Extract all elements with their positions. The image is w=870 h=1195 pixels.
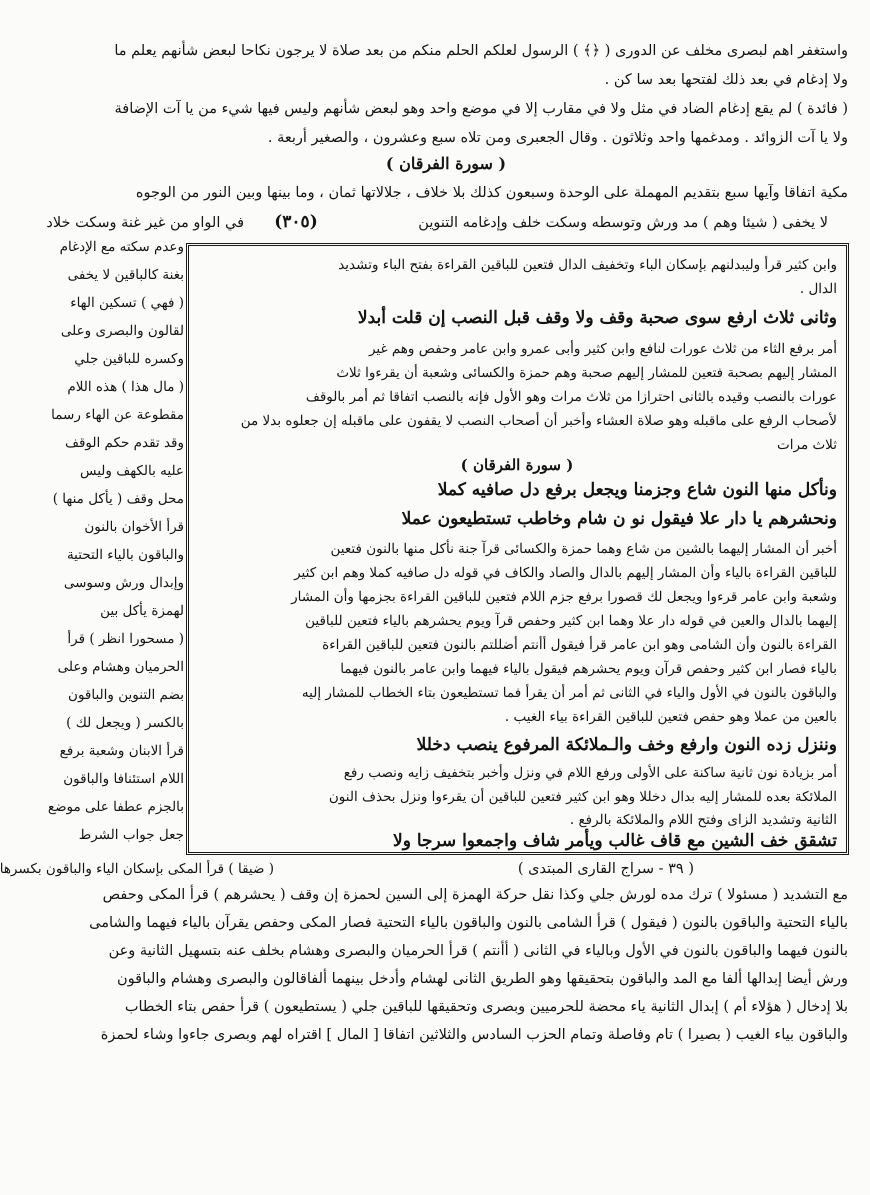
margin-line: وإبدال ورش وسوسى bbox=[63, 575, 184, 591]
text-line: بالياء التحتية والباقون بالنون ( فيقول ) قرأ الشامى بالنون والباقون بالياء التحتية فصار المكى وحفص يقرآن بالياء فيهما والشامى bbox=[89, 915, 848, 931]
box-line: الملائكة بعده للمشار إليه بدال دخللا وهو ابن كثير فتعين للباقين أن يقرءوا ونزل بحذف النون bbox=[328, 789, 837, 805]
margin-line: جعل جواب الشرط bbox=[78, 827, 184, 843]
text-line: بلا إدخال ( هؤلاء أم ) إبدال الثانية ياء محضة للحرميين وبصرى وتحقيقها للباقين جلي ( يستطيعون ) قرأ حفص بتاء الخطاب bbox=[124, 999, 848, 1015]
text-line: واستغفر اهم لبصرى مخلف عن الدورى ( ﴿﴾ ) الرسول لعلكم الحلم منكم من بعد صلاة لا يرجون نكاحا لبعض شأنهم يعلم ما bbox=[114, 43, 848, 59]
page-number: (٣٠٥) bbox=[274, 212, 318, 232]
margin-line: والباقون بالياء التحتية bbox=[66, 547, 184, 563]
text-line: ( فائدة ) لم يقع إدغام الضاد في مثل ولا في مقارب إلا في موضع واحد وهو لبعض شأنهم وليس فيها شيء من يا آت الإضافة bbox=[114, 101, 848, 117]
box-line: والباقون بالنون في الأول والياء في الثانى ثم أمر أن يقرأ فما تستطيعون بتاء الخطاب للمشار إليه bbox=[301, 685, 837, 701]
box-line: المشار إليهم بصحبة فتعين للمشار إليهم صحبة وهم حمزة والكسائى وشعبة أن يقرءوا ثلاث bbox=[336, 365, 837, 381]
surah-heading: ( سورة الفرقان ) bbox=[385, 154, 507, 173]
margin-line: بضم التنوين والباقون bbox=[68, 687, 184, 703]
poem-verse: ونأكل منها النون شاع وجزمنا ويجعل برفع دل صافيه كملا bbox=[437, 480, 837, 500]
margin-line: وكسره للباقين جلي bbox=[74, 351, 184, 367]
box-line: بالياء فصار ابن كثير وحفص قرآن ويوم يحشرهم فيقول بالياء فيهما وابن عامر بالنون فيهما bbox=[340, 661, 837, 677]
margin-line: عليه بالكهف وليس bbox=[80, 463, 184, 479]
box-line: عورات بالنصب وقيده بالثانى احترازا من ثلاث مرات وهو الأول فإنه بالنصب اتفاقا ثم أمر بالوقف bbox=[305, 389, 837, 405]
box-line: وشعبة وابن عامر قرءوا ويجعل لك قصورا برفع جزم اللام فتعين للباقين القراءة بجزمها وأن المشار bbox=[291, 589, 837, 605]
box-line: الثانية وتشديد الزاى وفتح اللام والملائكة بالرفع . bbox=[569, 812, 837, 828]
text-line: في الواو من غير غنة وسكت خلاد bbox=[46, 215, 244, 231]
box-line: للباقين القراءة بالياء وأن المشار إليهم بالدال والصاد والكاف في قوله دل صافيه كملا وهم ابن كثير bbox=[294, 565, 837, 581]
text-line: ولا يا آت الزوائد . ومدغمها واحد وثلاثون . وقال الجعبرى ومن تلاه سبع وعشرون ، والصغير أربعة . bbox=[267, 130, 848, 146]
text-line: لا يخفى ( شيئا وهم ) مد ورش وتوسطه وسكت خلف وإدغامه التنوين bbox=[418, 215, 828, 231]
margin-line: بالجزم عطفا على موضع bbox=[47, 799, 184, 815]
box-line: الدال . bbox=[799, 281, 837, 297]
box-line: القراءة بالنون وأن الشامى وهو ابن عامر قرأ فيقول أأنتم أضللتم بالنون فتعين للباقين القراءة bbox=[322, 637, 837, 653]
margin-line: مقطوعة عن الهاء رسما bbox=[51, 407, 184, 423]
margin-line: وقد تقدم حكم الوقف bbox=[64, 435, 184, 451]
margin-line: قرأ الأخوان بالنون bbox=[84, 519, 184, 535]
text-line: والباقون بياء الغيب ( بصيرا ) تام وفاصلة وتمام الحزب السادس والثلاثين اتفاقا [ المال ] اقتراه لهم وبصرى جاءوا وشاء لحمزة bbox=[100, 1027, 848, 1043]
text-line: ( ضيقا ) قرأ المكى بإسكان الياء والباقون بكسرها bbox=[0, 861, 274, 877]
text-line: ولا إدغام في بعد ذلك لفتحها بعد سا كن . bbox=[604, 72, 848, 88]
margin-line: اللام استئنافا والباقون bbox=[63, 771, 184, 787]
text-line: مع التشديد ( مسئولا ) ترك مده لورش جلي وكذا نقل حركة الهمزة إلى السين لحمزة إن وقف ( يحشرهم ) قرأ المكى وحفص bbox=[102, 887, 848, 903]
margin-line: ( فهي ) تسكين الهاء bbox=[70, 295, 184, 311]
box-line: إليهما بالدال والعين في قوله دار علا وهما ابن كثير وحفص قرآ ويوم يحشرهم بالياء فتعين للباقين bbox=[305, 613, 837, 629]
surah-heading: ( سورة الفرقان ) bbox=[460, 456, 574, 474]
margin-line: لقالون والبصرى وعلى bbox=[60, 323, 184, 339]
margin-line: بغنة كالباقين لا يخفى bbox=[67, 267, 184, 283]
margin-line: قرأ الابنان وشعبة برفع bbox=[59, 743, 184, 759]
poem-verse: ونحشرهم يا دار علا فيقول نو ن شام وخاطب تستطيعون عملا bbox=[401, 509, 837, 529]
margin-line: محل وقف ( يأكل منها ) bbox=[52, 491, 184, 507]
text-line: بالنون فيهما والباقون بالنون في الأول وبالياء في الثانى ( أأنتم ) قرأ الحرميان والبصرى وهشام بخلف عنه بتسهيل الثانية وعن bbox=[108, 943, 848, 959]
margin-line: ( مسحورا انظر ) قرأ bbox=[67, 631, 184, 647]
poem-verse: وننزل زده النون وارفع وخف والـملائكة المرفوع ينصب دخللا bbox=[416, 735, 837, 755]
box-line: ثلاث مرات bbox=[777, 437, 837, 453]
margin-line: ( مال هذا ) هذه اللام bbox=[67, 379, 184, 395]
margin-line: لهمزة يأكل بين bbox=[100, 603, 184, 619]
box-line: وابن كثير قرأ وليبدلنهم بإسكان الباء وتخفيف الدال فتعين للباقين القراءة بفتح الباء وتشديد bbox=[338, 257, 837, 273]
box-line: أمر بزيادة نون ثانية ساكنة على الأولى ورفع اللام في ونزل وأخبر بتخفيف زايه ونصب رفع bbox=[343, 765, 837, 781]
book-footer-caption: ( ٣٩ - سراج القارى المبتدى ) bbox=[517, 861, 694, 877]
box-line: لأصحاب الرفع على ماقبله وهو صلاة العشاء وأخبر أن أصحاب النصب لا يقفون على ماقبله إن جعلوه بدلا من bbox=[240, 413, 837, 429]
main-text-box bbox=[186, 243, 849, 855]
box-line: أمر برفع الثاء من ثلاث عورات لنافع وابن كثير وأبى عمرو وابن عامر وحفص وهم غير bbox=[368, 341, 837, 357]
text-line: مكية اتفاقا وآيها سبع بتقديم المهملة على الوحدة وسبعون كذلك بلا خلاف ، جلالاتها ثمان ، وما بينها وبين النور من الوجوه bbox=[135, 185, 848, 201]
margin-line: بالكسر ( ويجعل لك ) bbox=[66, 715, 184, 731]
poem-verse: تشقق خف الشين مع قاف غالب ويأمر شاف واجمعوا سرجا ولا bbox=[393, 831, 837, 851]
text-line: ورش أيضا إبدالها ألفا مع المد والباقون بتحقيقها وهو الطريق الثانى لهشام وأدخل بينهما ألفاقالون والبصرى وهشام والباقون bbox=[117, 971, 848, 987]
box-line: أخبر أن المشار إليهما بالشين من شاع وهما حمزة والكسائى قرآ جنة نأكل منها بالنون فتعين bbox=[330, 541, 837, 557]
margin-line: وعدم سكته مع الإدغام bbox=[59, 239, 184, 255]
margin-line: الحرميان وهشام وعلى bbox=[57, 659, 184, 675]
box-line: بالعين من عملا وهو حفص فتعين للباقين القراءة بياء الغيب . bbox=[504, 709, 837, 725]
poem-verse: وثانى ثلاث ارفع سوى صحبة وقف ولا وقف قبل النصب إن قلت أبدلا bbox=[357, 308, 837, 328]
